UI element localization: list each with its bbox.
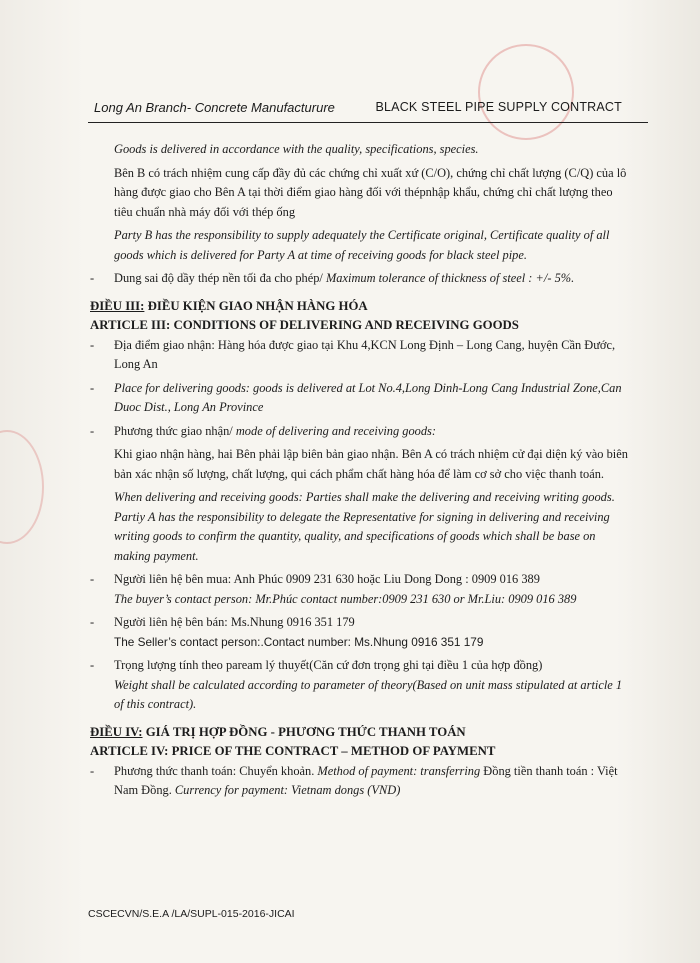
bullet: - [90,271,95,285]
mode-paragraph-en: When delivering and receiving goods: Parties shall make the delivering and receiving writing goods. Partiy A has the responsibility to delegate the Representative for signing in delivering and receiving writing goods to confirm the quantity, quality, and specifications of goods which shall be base on making payment. [114,490,615,563]
bullet: - [90,423,95,438]
header-contract-title: BLACK STEEL PIPE SUPPLY CONTRACT [375,100,622,114]
buyer-contact-en: The buyer’s contact person: Mr.Phúc contact number:0909 231 630 or Mr.Liu: 0909 016 389 [114,591,577,606]
red-seal-stamp [478,44,574,140]
article4-heading-vn [90,723,630,743]
weight-vn: Trọng lượng tính theo paream lý thuyết(Căn cứ đơn trọng ghi tại điều 1 của hợp đồng) [114,658,543,672]
article4-label: ĐIỀU IV: [90,724,143,739]
bullet: - [90,615,95,629]
header-branch: Long An Branch- Concrete Manufacturure [94,100,335,115]
bullet: - [90,380,95,395]
mode-item [90,422,630,442]
weight-en: Weight shall be calculated according to parameter of theory(Based on unit mass stipulated at article 1 of this contract). [114,677,623,711]
document-code: CSCECVN/S.E.A /LA/SUPL-015-2016-JICAI [88,908,295,920]
bullet: - [90,572,95,586]
document-body [90,140,630,801]
payment-en-2: Currency for payment: Vietnam dongs (VND) [174,783,401,797]
buyer-contact-vn: Người liên hệ bên mua: Anh Phúc 0909 231 630 hoặc Liu Dong Dong : 0909 016 389 [114,572,540,586]
seller-contact-vn: Người liên hệ bên bán: Ms.Nhung 0916 351 179 [114,615,355,629]
article3-heading-en: ARTICLE III: CONDITIONS OF DELIVERING AND RECEIVING GOODS [90,318,519,332]
seller-contact-en: The Seller’s contact person:.Contact number: Ms.Nhung 0916 351 179 [114,634,484,649]
weight-item [90,656,630,676]
buyer-contact-item [90,570,630,590]
payment-item [90,762,630,801]
mode-en: mode of delivering and receiving goods: [235,423,437,438]
tolerance-item [90,269,630,289]
place-item-en [90,379,630,418]
tolerance-en: Maximum tolerance of thickness of steel : +/- 5%. [325,271,575,285]
mode-paragraph-vn: Khi giao nhận hàng, hai Bên phải lập biên bản giao nhận. Bên A có trách nhiệm cử đại diện ký vào biên bản xác nhận số lượng, chất lượng, qui cách phẩm chất hàng hóa để làm cơ sở cho việc thanh toán. [114,447,628,481]
payment-vn-2: Đồng tiền thanh toán : Việt Nam Đồng. [114,763,618,797]
red-seal-stamp-partial [0,430,44,544]
tolerance-vn: Dung sai độ dầy thép nền tối đa cho phép/ [114,271,326,285]
bullet: - [90,763,95,778]
intro-goods-en: Goods is delivered in accordance with the quality, specifications, species. [114,142,479,156]
article4-heading-en: ARTICLE IV: PRICE OF THE CONTRACT – METHOD OF PAYMENT [90,744,496,758]
place-item-vn [90,336,630,375]
place-en: Place for delivering goods: goods is delivered at Lot No.4,Long Dinh-Long Cang Industrial Zone,Can Duoc Dist., Long An Province [114,380,622,414]
place-vn: Địa điểm giao nhận: Hàng hóa được giao tại Khu 4,KCN Long Định – Long Cang, huyện Cần Đước, Long An [114,337,616,371]
payment-en-1: Method of payment: transferring [317,763,481,778]
article3-label: ĐIỀU III: [90,298,145,313]
article4-title-vn: GIÁ TRỊ HỢP ĐỒNG - PHƯƠNG THỨC THANH TOÁN [142,724,466,739]
intro-certificates-vn: Bên B có trách nhiệm cung cấp đầy đủ các chứng chỉ xuất xứ (C/O), chứng chỉ chất lượng (C/Q) của lô hàng được giao cho Bên A tại thời điểm giao hàng đối với thépnhập khẩu, chứng chỉ chất lượng theo tiêu chuẩn nhà máy đối với thép ống [114,165,627,219]
article3-title-vn: ĐIỀU KIỆN GIAO NHẬN HÀNG HÓA [144,298,368,313]
bullet: - [90,658,95,672]
payment-vn-1: Phương thức thanh toán: Chuyển khoản. [114,763,318,778]
bullet: - [90,337,95,352]
article3-heading-vn [90,297,630,317]
mode-vn: Phương thức giao nhận/ [114,423,236,438]
intro-certificates-en: Party B has the responsibility to supply adequately the Certificate original, Certificate quality of all goods which is delivered for Party A at time of receiving goods for black steel pipe. [114,228,610,262]
seller-contact-item [90,613,630,633]
page-header [88,96,648,123]
